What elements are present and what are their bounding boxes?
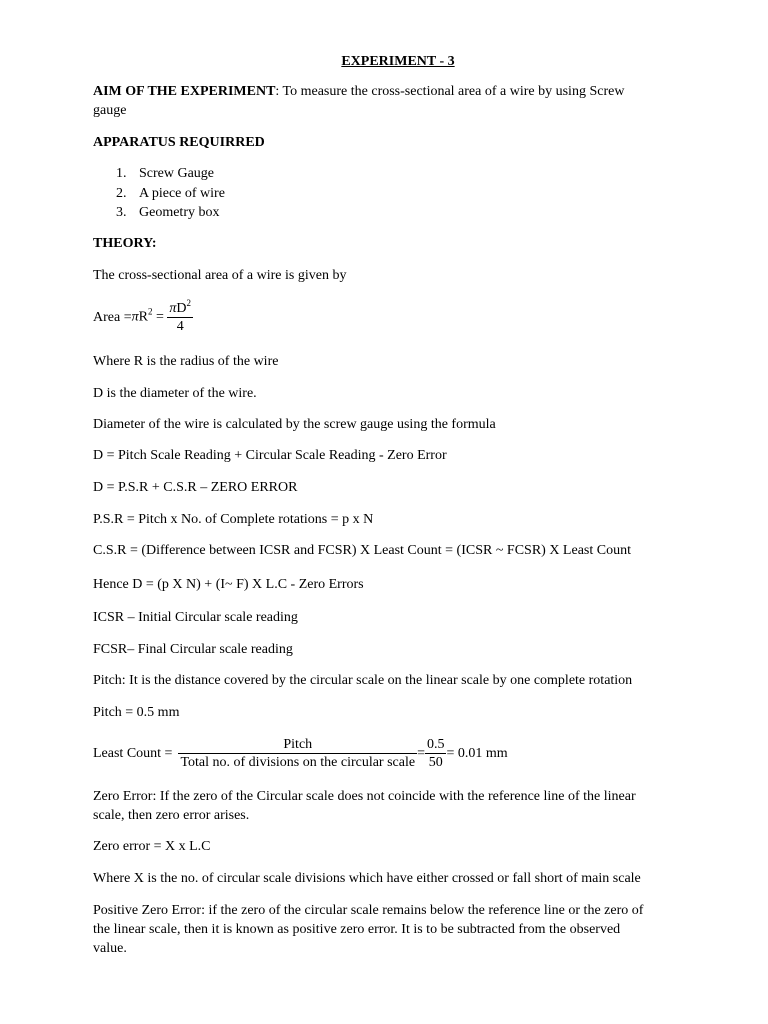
fraction-denominator: Total no. of divisions on the circular scale (180, 755, 416, 770)
list-number: 1. (116, 166, 127, 181)
theory-line: ICSR – Initial Circular scale reading (93, 610, 298, 625)
least-count-fraction (178, 736, 417, 771)
apparatus-heading: APPARATUS REQUIRRED (93, 135, 265, 150)
radius-symbol: R (138, 309, 148, 325)
aim-label: AIM OF THE EXPERIMENT (93, 84, 276, 99)
list-number: 3. (116, 205, 127, 220)
theory-line: C.S.R = (Difference between ICSR and FCSR) X Least Count = (ICSR ~ FCSR) X Least Count (93, 543, 631, 558)
theory-line: Pitch = 0.5 mm (93, 705, 180, 720)
theory-line: Diameter of the wire is calculated by the screw gauge using the formula (93, 417, 496, 432)
apparatus-item (116, 165, 214, 182)
zero-error-formula: Zero error = X x L.C (93, 839, 211, 854)
positive-zero-error-text: value. (93, 941, 127, 956)
diameter-symbol: D (176, 301, 187, 316)
apparatus-item (116, 185, 225, 202)
aim-text: : To measure the cross-sectional area of a wire by using Screw (275, 84, 625, 99)
fraction-numerator: 0.5 (426, 737, 445, 752)
list-label: Geometry box (139, 205, 220, 220)
theory-heading: THEORY: (93, 236, 157, 251)
area-fraction (167, 300, 193, 335)
theory-line: D = Pitch Scale Reading + Circular Scale Reading - Zero Error (93, 448, 447, 463)
exponent: 2 (186, 298, 192, 308)
theory-line: P.S.R = Pitch x No. of Complete rotations = p x N (93, 512, 374, 527)
theory-line: D is the diameter of the wire. (93, 386, 257, 401)
theory-line: Where R is the radius of the wire (93, 354, 279, 369)
list-label: Screw Gauge (139, 166, 215, 181)
value-fraction (425, 736, 447, 771)
apparatus-item (116, 204, 219, 221)
equals: = (417, 746, 425, 761)
fraction-numerator (167, 300, 193, 317)
pi-symbol: π (169, 301, 177, 316)
area-formula (93, 300, 193, 335)
least-count-lhs: Least Count = (93, 746, 173, 761)
theory-line: FCSR– Final Circular scale reading (93, 642, 293, 657)
fraction-numerator: Pitch (283, 737, 313, 752)
positive-zero-error-text: the linear scale, then it is known as positive zero error. It is to be subtracted from the observed (93, 922, 621, 937)
theory-line: D = P.S.R + C.S.R – ZERO ERROR (93, 480, 298, 495)
theory-line: Hence D = (p X N) + (I~ F) X L.C - Zero Errors (93, 577, 364, 592)
aim-line (93, 83, 624, 100)
zero-error-text: Zero Error: If the zero of the Circular scale does not coincide with the reference line of the linear (93, 789, 636, 804)
least-count-formula (93, 736, 508, 771)
pi-symbol: π (131, 309, 139, 325)
list-label: A piece of wire (139, 186, 225, 201)
least-count-result: = 0.01 mm (446, 746, 508, 761)
zero-error-text: scale, then zero error arises. (93, 808, 250, 823)
equals: = (152, 309, 168, 325)
theory-line: Pitch: It is the distance covered by the circular scale on the linear scale by one complete rotation (93, 673, 633, 688)
page-title: EXPERIMENT - 3 (341, 54, 455, 69)
theory-intro: The cross-sectional area of a wire is given by (93, 268, 347, 283)
area-lhs: Area = (93, 310, 132, 325)
where-x-text: Where X is the no. of circular scale divisions which have either crossed or fall short of main scale (93, 871, 641, 886)
aim-text-cont: gauge (93, 103, 127, 118)
positive-zero-error-text: Positive Zero Error: if the zero of the circular scale remains below the reference line or the zero of (93, 903, 644, 918)
fraction-denominator: 4 (167, 317, 193, 335)
exponent: 2 (147, 306, 153, 317)
list-number: 2. (116, 186, 127, 201)
fraction-denominator: 50 (425, 753, 447, 771)
